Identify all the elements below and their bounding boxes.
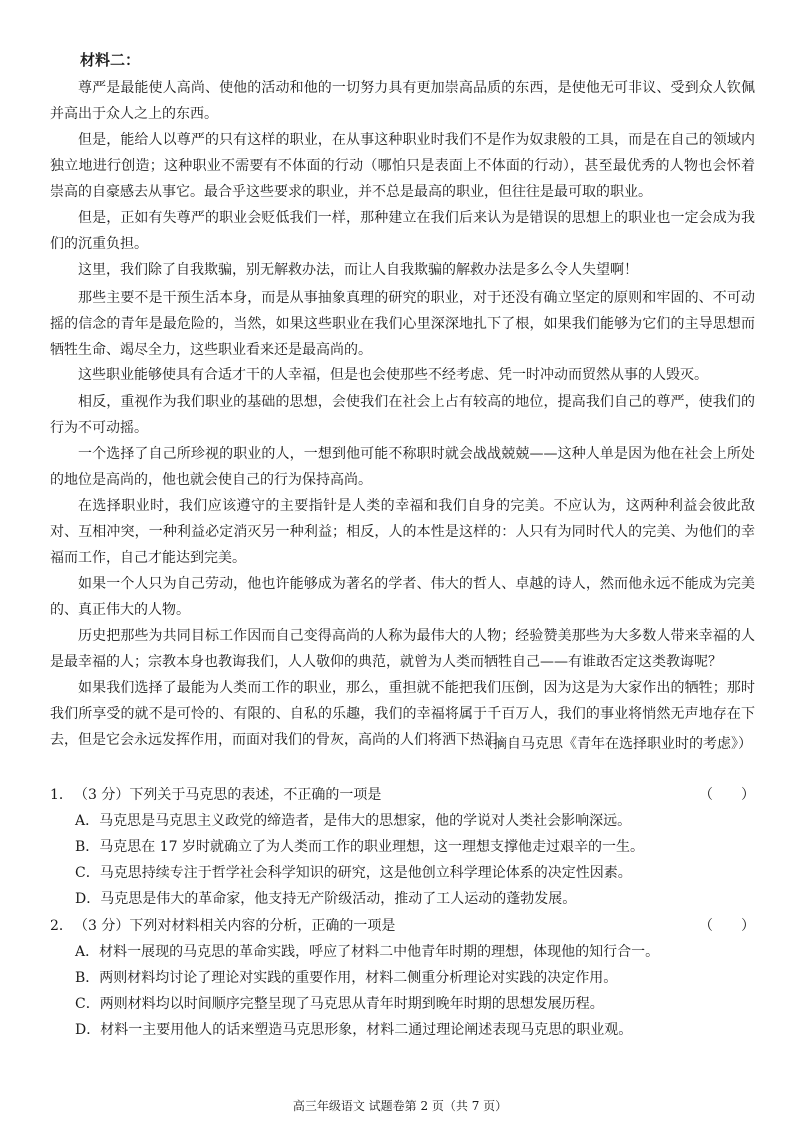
option-a[interactable]: A．材料一展现的马克思的革命实践，呼应了材料二中他青年时期的理想，体现他的知行合一。 (75, 944, 660, 960)
paragraph: 这里，我们除了自我欺骗，别无解救办法，而让人自我欺骗的解救办法是多么令人失望啊！ (78, 262, 638, 278)
option-b[interactable]: B．两则材料均讨论了理论对实践的重要作用，材料二侧重分析理论对实践的决定作用。 (75, 970, 618, 986)
paragraph: 在选择职业时，我们应该遵守的主要指针是人类的幸福和我们自身的完美。不应认为，这两种利益会彼此敌对、互相冲突，一种利益必定消灭另一种利益；相反，人的本性是这样的：人只有为同时代人的完美、为他们的幸福而工作，自己才能达到完美。 (50, 498, 755, 566)
option-b[interactable]: B．马克思在 17 岁时就确立了为人类而工作的职业理想，这一理想支撑他走过艰辛的一生。 (75, 839, 645, 855)
answer-blank[interactable]: （ ） (699, 787, 755, 803)
question-1 (50, 785, 755, 805)
page-footer: 高三年级语文 试题卷第 2 页（共 7 页） (292, 1099, 508, 1113)
question-2 (50, 916, 755, 936)
question-number: 1． (50, 787, 73, 803)
paragraph: 历史把那些为共同目标工作因而自己变得高尚的人称为最伟大的人物；经验赞美那些为大多数人带来幸福的人是最幸福的人；宗教本身也教诲我们，人人敬仰的典范，就曾为人类而牺牲自己——有谁敢否定这类教诲呢？ (50, 628, 755, 670)
question-stem: （3 分）下列对材料相关内容的分析，正确的一项是 (74, 918, 396, 934)
paragraph: 那些主要不是干预生活本身，而是从事抽象真理的研究的职业，对于还没有确立坚定的原则和牢固的、不可动摇的信念的青年是最危险的，当然，如果这些职业在我们心里深深地扎下了根，如果我们能够为它们的主导思想而牺牲生命、竭尽全力，这些职业看来还是最高尚的。 (50, 290, 755, 358)
question-number: 2． (50, 918, 73, 934)
material-heading: 材料二： (80, 51, 141, 69)
paragraph: 相反，重视作为我们职业的基础的思想，会使我们在社会上占有较高的地位，提高我们自己的尊严，使我们的行为不可动摇。 (50, 394, 755, 436)
option-d[interactable]: D．材料一主要用他人的话来塑造马克思形象，材料二通过理论阐述表现马克思的职业观。 (75, 1022, 633, 1038)
paragraph: 如果一个人只为自己劳动，他也许能够成为著名的学者、伟大的哲人、卓越的诗人，然而他永远不能成为完美的、真正伟大的人物。 (50, 576, 755, 618)
paragraph: 如果我们选择了最能为人类而工作的职业，那么，重担就不能把我们压倒，因为这是为大家作出的牺牲；那时我们所享受的就不是可怜的、有限的、自私的乐趣，我们的幸福将属于千百万人，我们的事业将悄然无声地存在下去，但是它会永远发挥作用，而面对我们的骨灰，高尚的人们将洒下热泪。 (50, 680, 755, 748)
paragraph: 但是，能给人以尊严的只有这样的职业，在从事这种职业时我们不是作为奴隶般的工具，而是在自己的领域内独立地进行创造；这种职业不需要有不体面的行动（哪怕只是表面上不体面的行动），甚至最优秀的人物也会怀着崇高的自豪感去从事它。最合乎这些要求的职业，并不总是最高的职业，但往往是最可取的职业。 (50, 132, 755, 200)
answer-blank[interactable]: （ ） (699, 918, 755, 934)
option-c[interactable]: C．两则材料均以时间顺序完整呈现了马克思从青年时期到晚年时期的思想发展历程。 (75, 996, 604, 1012)
paragraph: 但是，正如有失尊严的职业会贬低我们一样，那种建立在我们后来认为是错误的思想上的职业也一定会成为我们的沉重负担。 (50, 210, 755, 252)
paragraph: 一个选择了自己所珍视的职业的人，一想到他可能不称职时就会战战兢兢——这种人单是因为他在社会上所处的地位是高尚的，他也就会使自己的行为保持高尚。 (50, 446, 755, 488)
question-stem: （3 分）下列关于马克思的表述，不正确的一项是 (74, 787, 382, 803)
source-citation: （摘自马克思《青年在选择职业时的考虑》） (479, 736, 752, 752)
option-d[interactable]: D．马克思是伟大的革命家，他支持无产阶级活动，推动了工人运动的蓬勃发展。 (75, 891, 577, 907)
paragraph: 这些职业能够使具有合适才干的人幸福，但是也会使那些不经考虑、凭一时冲动而贸然从事的人毁灭。 (78, 367, 708, 383)
option-c[interactable]: C．马克思持续专注于哲学社会科学知识的研究，这是他创立科学理论体系的决定性因素。 (75, 865, 632, 881)
paragraph: 尊严是最能使人高尚、使他的活动和他的一切努力具有更加崇高品质的东西，是使他无可非议、受到众人钦佩并高出于众人之上的东西。 (50, 80, 755, 122)
option-a[interactable]: A．马克思是马克思主义政党的缔造者，是伟大的思想家，他的学说对人类社会影响深远。 (75, 813, 632, 829)
